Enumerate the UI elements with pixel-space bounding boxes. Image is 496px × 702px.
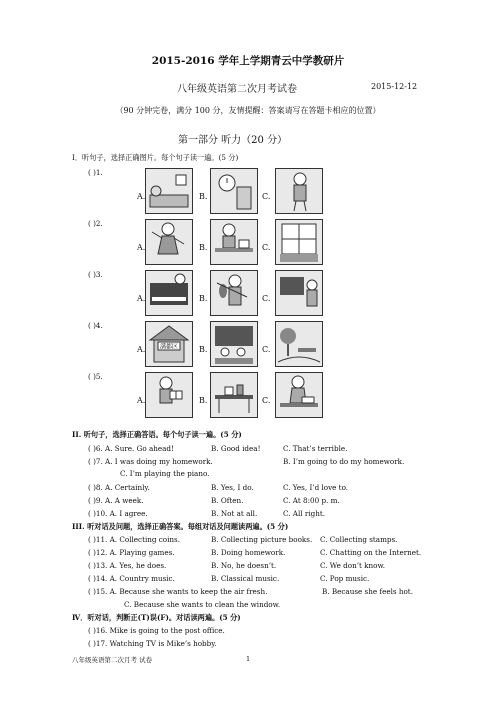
picture-question-number: ( )5. (88, 372, 103, 381)
picture-question-number: ( )1. (88, 168, 103, 177)
section3-heading: III. 听对话及问题，选择正确答案。每组对话及问题读两遍。(5 分) (72, 522, 289, 531)
q13-option-a: ( )13. A. Yes, he does. (88, 561, 167, 570)
teacher-scene-picture (275, 270, 323, 316)
q10-option-b: B. Not at all. (211, 509, 258, 518)
exam-note: （90 分钟完卷，满分 100 分，友情提醒：答案请写在答题卡相应的位置） (115, 106, 381, 115)
section4-heading: Ⅳ．听对话，判断正(T)误(F)。对话读两遍。(5 分) (72, 613, 241, 622)
violin-scene-picture (210, 270, 258, 316)
q8-option-b: B. Yes, I do. (211, 483, 254, 492)
q11-option-b: B. Collecting picture books. (211, 535, 313, 544)
classroom-scene-picture (210, 321, 258, 367)
library-building-picture (145, 321, 193, 367)
q14-option-b: B. Classical music. (211, 574, 280, 583)
option-label: C. (262, 345, 271, 354)
q11-option-c: C. Collecting stamps. (320, 535, 398, 544)
exam-date: 2015-12-12 (371, 82, 418, 91)
q7-option-b: B. I’m going to do my homework. (283, 457, 405, 466)
q15-option-a: ( )15. A. Because she wants to keep the air fresh. (88, 587, 268, 596)
q6-option-a: ( )6. A. Sure. Go ahead! (88, 444, 174, 453)
q7-option-c: C. I’m playing the piano. (120, 469, 210, 478)
picture-question-number: ( )2. (88, 219, 103, 228)
q6-option-b: B. Good idea! (211, 444, 261, 453)
option-label: A. (137, 192, 146, 201)
q11-option-a: ( )11. A. Collecting coins. (88, 535, 181, 544)
option-label: B. (199, 345, 208, 354)
option-label: B. (199, 192, 208, 201)
option-label: C. (262, 192, 271, 201)
q9-option-c: C. At 8:00 p. m. (283, 496, 340, 505)
q8-option-a: ( )8. A. Certainly. (88, 483, 150, 492)
picture-question-number: ( )3. (88, 270, 103, 279)
boy-studying-picture (210, 219, 258, 265)
park-scene-picture (275, 321, 323, 367)
exam-subtitle: 八年级英语第二次月考试卷 (177, 84, 297, 95)
option-label: A. (137, 243, 146, 252)
q17-statement: ( )17. Watching TV is Mike’s hobby. (88, 639, 217, 648)
picture-question-number: ( )4. (88, 321, 103, 330)
svg-text:满都区: 满都区 (159, 343, 179, 351)
clock-scene-picture (210, 168, 258, 214)
option-label: B. (199, 294, 208, 303)
section1-heading: Ⅰ．听句子，选择正确图片。每个句子读一遍。(5 分) (72, 153, 239, 162)
option-label: B. (199, 396, 208, 405)
boy-scene-picture (275, 168, 323, 214)
q14-option-a: ( )14. A. Country music. (88, 574, 175, 583)
table-scene-picture (210, 372, 258, 418)
q10-option-c: C. All right. (283, 509, 326, 518)
bed-scene-picture (145, 168, 193, 214)
option-label: A. (137, 345, 146, 354)
option-label: A. (137, 396, 146, 405)
girl-writing-picture (275, 372, 323, 418)
q13-option-c: C. We don’t know. (320, 561, 386, 570)
q10-option-a: ( )10. A. I agree. (88, 509, 148, 518)
option-label: A. (137, 294, 146, 303)
q16-statement: ( )16. Mike is going to the post office. (88, 626, 225, 635)
q15-option-b: B. Because she feels hot. (322, 587, 413, 596)
q6-option-c: C. That’s terrible. (283, 444, 348, 453)
option-label: C. (262, 243, 271, 252)
q14-option-c: C. Pop music. (320, 574, 370, 583)
option-label: C. (262, 294, 271, 303)
q13-option-b: B. No, he doesn’t. (211, 561, 277, 570)
exam-title: 2015-2016 学年上学期青云中学教研片 (151, 55, 345, 67)
q9-option-a: ( )9. A. A week. (88, 496, 144, 505)
option-label: B. (199, 243, 208, 252)
q8-option-c: C. Yes, I’d love to. (283, 483, 349, 492)
q9-option-b: B. Often. (211, 496, 244, 505)
q12-option-c: C. Chatting on the Internet. (320, 548, 422, 557)
q12-option-b: B. Doing homework. (211, 548, 286, 557)
q15-option-c: C. Because she wants to clean the window. (124, 600, 281, 609)
q7-option-a: ( )7. A. I was doing my homework. (88, 457, 213, 466)
option-label: C. (262, 396, 271, 405)
footer-label: 八年级英语第二次月考 试卷 (72, 656, 153, 664)
girl-dancing-picture (145, 219, 193, 265)
window-scene-picture (275, 219, 323, 265)
q12-option-a: ( )12. A. Playing games. (88, 548, 175, 557)
boy-reading-picture (145, 372, 193, 418)
page-number: 1 (246, 655, 251, 663)
part-heading: 第一部分 听力（20 分） (178, 135, 288, 146)
piano-scene-picture (145, 270, 193, 316)
section2-heading: II. 听句子，选择正确答语。每个句子读一遍。(5 分) (72, 430, 242, 439)
